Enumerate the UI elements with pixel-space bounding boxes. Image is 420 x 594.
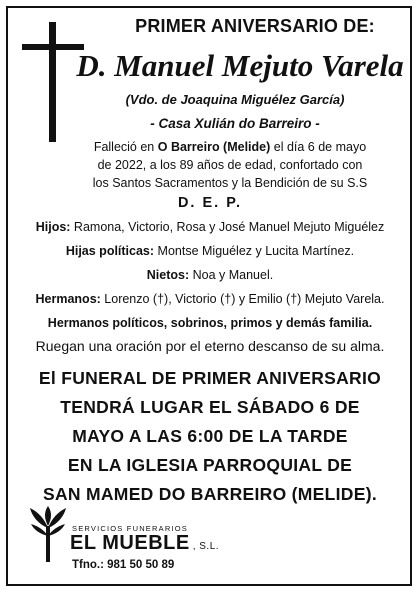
brand-suffix: , S.L.	[192, 541, 220, 552]
death-place: O Barreiro (Melide)	[157, 140, 271, 154]
funeral-line: EN LA IGLESIA PARROQUIAL DE	[67, 455, 353, 475]
prayer-request: Ruegan una oración por el eterno descanso de su alma.	[35, 338, 385, 354]
death-line-1-pre: Falleció en	[93, 140, 158, 154]
relatives-children	[0, 220, 420, 234]
funeral-home-logo	[22, 506, 272, 578]
house-name: - Casa Xulián do Barreiro -	[150, 116, 320, 131]
relatives-names: Montse Miguélez y Lucita Martínez.	[154, 244, 355, 258]
relatives-others: Hermanos políticos, sobrinos, primos y demás familia.	[47, 316, 373, 330]
funeral-announcement	[0, 364, 420, 509]
death-line-2: de 2022, a los 89 años de edad, confortado con	[97, 158, 363, 172]
relatives-label: Hijas políticas:	[65, 244, 155, 258]
relatives-label: Hermanos:	[35, 292, 101, 306]
death-line-3: los Santos Sacramentos y la Bendición de su S.S	[92, 176, 368, 190]
brand-name: EL MUEBLE	[70, 532, 190, 554]
relatives-siblings	[0, 292, 420, 306]
death-paragraph	[60, 138, 400, 192]
logo-tagline: SERVICIOS FUNERARIOS	[72, 524, 188, 533]
relatives-grandchildren	[0, 268, 420, 282]
widow-line: (Vdo. de Joaquina Miguélez García)	[125, 92, 345, 107]
notice-title: PRIMER ANIVERSARIO DE:	[135, 16, 375, 36]
funeral-line: TENDRÁ LUGAR EL SÁBADO 6 DE	[60, 397, 360, 417]
relatives-label: Hijos:	[35, 220, 71, 234]
relatives-label: Nietos:	[146, 268, 190, 282]
relatives-names: Ramona, Victorio, Rosa y José Manuel Mejuto Miguélez	[70, 220, 385, 234]
funeral-line: SAN MAMED DO BARREIRO (MELIDE).	[42, 484, 377, 504]
phone-number: Tfno.: 981 50 50 89	[72, 559, 175, 571]
rip-text: D. E. P.	[177, 195, 243, 211]
relatives-in-laws	[0, 244, 420, 258]
relatives-names: Lorenzo (†), Victorio (†) y Emilio (†) Mejuto Varela.	[100, 292, 385, 306]
relatives-names: Noa y Manuel.	[189, 268, 274, 282]
death-line-1-post: el día 6 de mayo	[270, 140, 367, 154]
tree-icon	[28, 506, 68, 562]
deceased-name: D. Manuel Mejuto Varela	[76, 48, 404, 83]
funeral-line: El FUNERAL DE PRIMER ANIVERSARIO	[38, 368, 382, 388]
funeral-line: MAYO A LAS 6:00 DE LA TARDE	[72, 426, 348, 446]
logo-brand	[70, 532, 219, 555]
